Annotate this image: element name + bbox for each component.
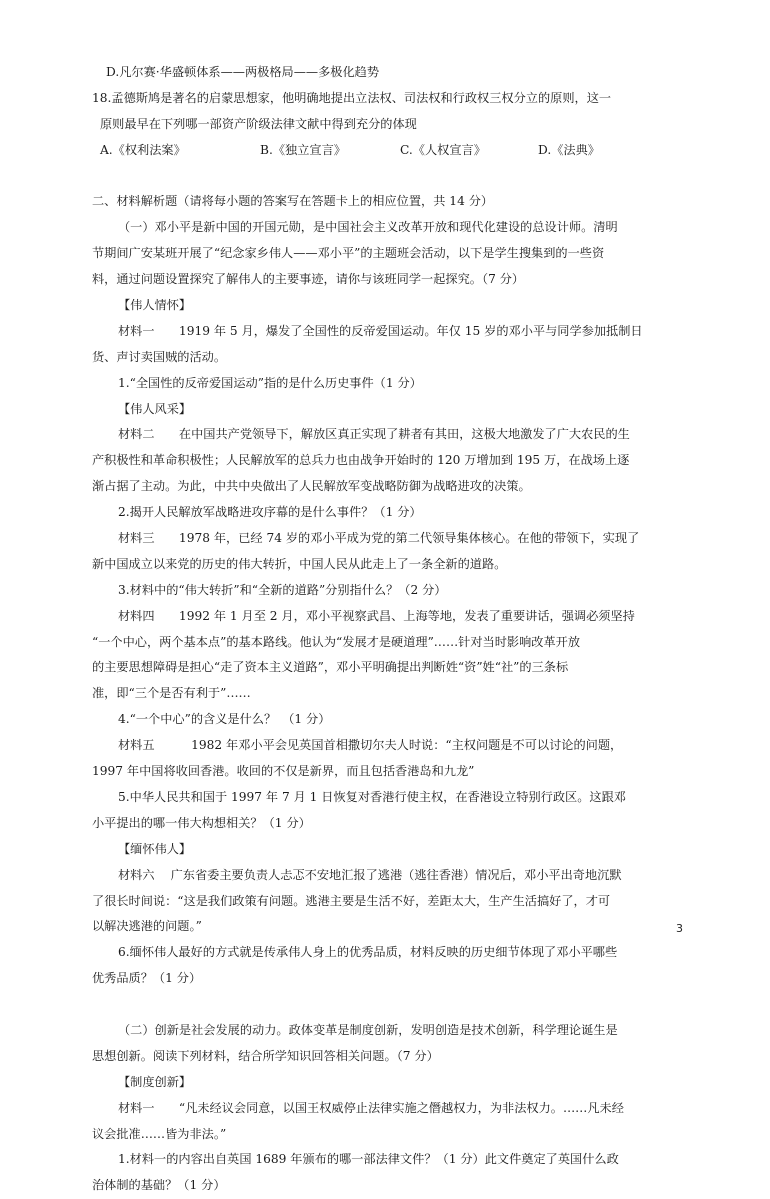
material-6-line: 材料六 广东省委主要负责人忐忑不安地汇报了逃港（逃往香港）情况后，邓小平出奇地沉默 [118,867,622,882]
material-5-line: 1997 年中国将收回香港。收回的不仅是新界，而且包括香港岛和九龙” [92,764,475,779]
question-1: 1.“全国性的反帝爱国运动”指的是什么历史事件（1 分） [118,375,422,390]
spacer [92,164,684,190]
question-5-line: 小平提出的哪一伟大构想相关？（1 分） [92,815,311,830]
material-3-line: 材料三 1978 年，已经 74 岁的邓小平成为党的第二代领导集体核心。在他的带领下，实现了 [118,531,640,546]
question-3: 3.材料中的“伟大转折”和“全新的道路”分别指什么？（2 分） [118,582,447,597]
prev-question-option-d: D.凡尔赛·华盛顿体系——两极格局——多极化趋势 [106,65,380,79]
part1-intro-line: 节期间广安某班开展了“纪念家乡伟人——邓小平”的主题班会活动，以下是学生搜集到的一些资 [92,246,605,261]
q18-stem-line: 原则最早在下列哪一部资产阶级法律文献中得到充分的体现 [100,116,417,131]
subheading-zhidu-chuangxin: 【制度创新】 [118,1074,192,1089]
section-heading: 二、材料解析题（请将每小题的答案写在答题卡上的相应位置，共 14 分） [92,194,494,209]
q18-option-b: B.《独立宣言》 [260,142,346,157]
material-2-line: 产积极性和革命积极性；人民解放军的总兵力也由战争开始时的 120 万增加到 195 万，在战场上逐 [92,453,630,468]
material-6-line: 了很长时间说：“这是我们政策有问题。逃港主要是生活不好，差距太大，生产生活搞好了，才可 [92,893,611,908]
part2-intro-line: 思想创新。阅读下列材料，结合所学知识回答相关问题。（7 分） [92,1048,439,1063]
material-2-line: 渐占据了主动。为此，中共中央做出了人民解放军变战略防御为战略进攻的决策。 [92,479,531,494]
material-4-line: 的主要思想障碍是担心“走了资本主义道路”，邓小平明确提出判断姓“资”姓“社”的三条标 [92,660,569,675]
subheading-weiren-fengcai: 【伟人风采】 [118,401,192,416]
q18-options [92,138,684,164]
subheading-huaihuai-weiren: 【缅怀伟人】 [118,841,192,856]
page-number: 3 [676,922,683,935]
part2-intro-line: （二）创新是社会发展的动力。政体变革是制度创新，发明创造是技术创新，科学理论诞生是 [118,1022,618,1037]
spacer [92,992,684,1018]
part2-question-1-line: 治体制的基础？（1 分） [92,1178,226,1193]
subheading-weiren-qinghuai: 【伟人情怀】 [118,298,192,313]
material-1-line: 货、声讨卖国贼的活动。 [92,349,227,364]
material-6-line: 以解决逃港的问题。” [92,919,202,934]
part1-intro-line: （一）邓小平是新中国的开国元勋，是中国社会主义改革开放和现代化建设的总设计师。清明 [118,220,618,235]
material-5-line: 材料五 1982 年邓小平会见英国首相撒切尔夫人时说：“主权问题是不可以讨论的问题， [118,738,623,753]
part2-material-1-line: 材料一 “凡未经议会同意，以国王权威停止法律实施之僭越权力，为非法权力。……凡未经 [118,1100,624,1115]
question-2: 2.揭开人民解放军战略进攻序幕的是什么事件？（1 分） [118,505,422,520]
question-6-line: 优秀品质？（1 分） [92,971,202,986]
q18-option-c: C.《人权宣言》 [400,142,486,157]
material-3-line: 新中国成立以来党的历史的伟大转折，中国人民从此走上了一条全新的道路。 [92,556,507,571]
exam-page-body [92,60,684,1199]
part1-intro-line: 料，通过问题设置探究了解伟人的主要事迹，请你与该班同学一起探究。（7 分） [92,272,525,287]
question-6-line: 6.缅怀伟人最好的方式就是传承伟人身上的优秀品质，材料反映的历史细节体现了邓小平哪些 [118,945,618,960]
question-5-line: 5.中华人民共和国于 1997 年 7 月 1 日恢复对香港行使主权，在香港设立特别行政区。这跟邓 [118,789,626,804]
part2-question-1-line: 1.材料一的内容出自英国 1689 年颁布的哪一部法律文件？（1 分）此文件奠定了英国什么政 [118,1152,619,1167]
q18-option-a: A.《权利法案》 [100,142,186,157]
material-2-line: 材料二 在中国共产党领导下，解放区真正实现了耕者有其田，这极大地激发了广大农民的生 [118,427,630,442]
question-4: 4.“一个中心”的含义是什么？ （1 分） [118,712,331,727]
material-4-line: “一个中心，两个基本点”的基本路线。他认为“发展才是硬道理”……针对当时影响改革开放 [92,634,581,649]
material-4-line: 准，即“三个是否有利于”…… [92,686,251,701]
part2-material-1-line: 议会批准……皆为非法。” [92,1126,227,1141]
material-4-line: 材料四 1992 年 1 月至 2 月，邓小平视察武昌、上海等地，发表了重要讲话，强调必须坚持 [118,608,635,623]
q18-stem-line: 18.孟德斯鸠是著名的启蒙思想家，他明确地提出立法权、司法权和行政权三权分立的原则，这一 [92,90,612,105]
q18-option-d: D.《法典》 [538,142,600,157]
material-1-line: 材料一 1919 年 5 月，爆发了全国性的反帝爱国运动。年仅 15 岁的邓小平与同学参加抵制日 [118,323,643,338]
